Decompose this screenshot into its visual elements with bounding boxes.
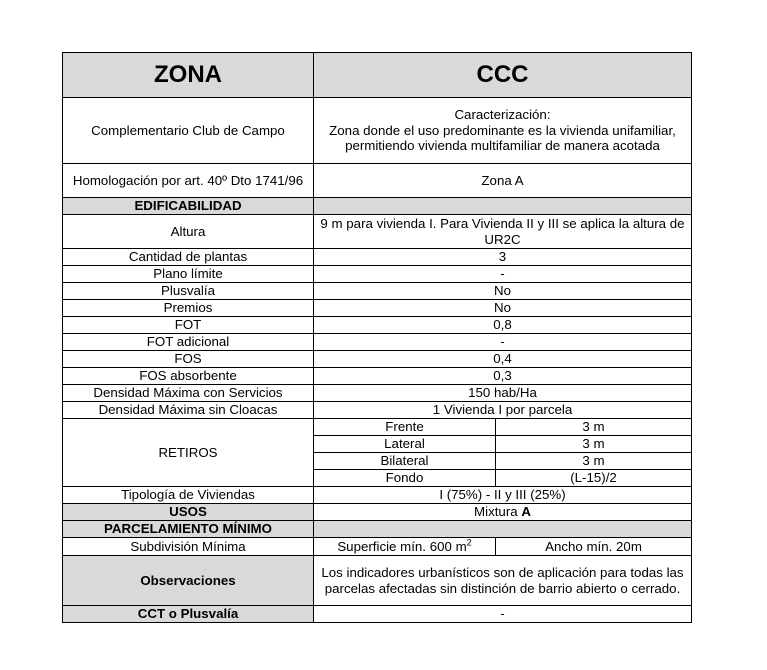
usos-row bbox=[63, 504, 692, 521]
retiro-row bbox=[63, 419, 692, 436]
superficie-exponent: 2 bbox=[466, 537, 472, 548]
header-zona: ZONA bbox=[63, 53, 314, 98]
zoning-table bbox=[62, 52, 692, 623]
parcelamiento-blank bbox=[314, 521, 692, 538]
param-value: 0,3 bbox=[314, 368, 692, 385]
retiro-name: Frente bbox=[314, 419, 496, 436]
homologacion-value: Zona A bbox=[314, 164, 692, 198]
superficie-text: Superficie mín. 600 m bbox=[337, 538, 467, 554]
cct-label: CCT o Plusvalía bbox=[63, 606, 314, 623]
tipologia-value: I (75%) - II y III (25%) bbox=[314, 487, 692, 504]
usos-value-bold: A bbox=[521, 504, 531, 520]
observaciones-label: Observaciones bbox=[63, 556, 314, 606]
header-row bbox=[63, 53, 692, 98]
subdivision-superficie bbox=[314, 538, 496, 556]
param-label: FOS bbox=[63, 351, 314, 368]
caracterizacion-text: Zona donde el uso predominante es la vivienda unifamiliar, permitiendo vivienda multifamiliar de manera acotada bbox=[329, 122, 676, 154]
cct-row bbox=[63, 606, 692, 623]
retiro-value: 3 m bbox=[496, 419, 692, 436]
param-value: - bbox=[314, 266, 692, 283]
edificabilidad-blank bbox=[314, 198, 692, 215]
retiro-name: Fondo bbox=[314, 470, 496, 487]
param-label: Premios bbox=[63, 300, 314, 317]
subdivision-row bbox=[63, 538, 692, 556]
usos-label: USOS bbox=[63, 504, 314, 521]
param-label: FOS absorbente bbox=[63, 368, 314, 385]
retiro-value: 3 m bbox=[496, 436, 692, 453]
subdivision-ancho: Ancho mín. 20m bbox=[496, 538, 692, 556]
param-label: Plusvalía bbox=[63, 283, 314, 300]
zona-row bbox=[63, 98, 692, 164]
caracterizacion-title: Caracterización: bbox=[454, 107, 551, 123]
homologacion-label: Homologación por art. 40º Dto 1741/96 bbox=[63, 164, 314, 198]
param-label: Altura bbox=[63, 215, 314, 249]
param-value: 9 m para vivienda I. Para Vivienda II y III se aplica la altura de UR2C bbox=[314, 215, 692, 249]
param-value: 3 bbox=[314, 249, 692, 266]
param-label: FOT adicional bbox=[63, 334, 314, 351]
param-value: 0,4 bbox=[314, 351, 692, 368]
observaciones-text: Los indicadores urbanísticos son de aplicación para todas las parcelas afectadas sin distinción de barrio abierto o cerrado. bbox=[314, 556, 692, 606]
retiro-value: 3 m bbox=[496, 453, 692, 470]
zona-label: Complementario Club de Campo bbox=[63, 98, 314, 164]
edificabilidad-title: EDIFICABILIDAD bbox=[63, 198, 314, 215]
param-value: No bbox=[314, 283, 692, 300]
retiro-value: (L-15)/2 bbox=[496, 470, 692, 487]
subdivision-label: Subdivisión Mínima bbox=[63, 538, 314, 556]
param-label: Densidad Máxima con Servicios bbox=[63, 385, 314, 402]
param-row bbox=[63, 215, 692, 249]
param-row bbox=[63, 283, 692, 300]
param-row bbox=[63, 266, 692, 283]
edificabilidad-row bbox=[63, 198, 692, 215]
observaciones-row bbox=[63, 556, 692, 606]
param-value: No bbox=[314, 300, 692, 317]
retiros-label: RETIROS bbox=[63, 419, 314, 487]
caracterizacion-cell bbox=[314, 98, 692, 164]
usos-value-prefix: Mixtura bbox=[474, 504, 518, 520]
tipologia-label: Tipología de Viviendas bbox=[63, 487, 314, 504]
param-row bbox=[63, 249, 692, 266]
tipologia-row bbox=[63, 487, 692, 504]
header-zone-code: CCC bbox=[314, 53, 692, 98]
retiro-name: Lateral bbox=[314, 436, 496, 453]
param-row bbox=[63, 351, 692, 368]
param-row bbox=[63, 300, 692, 317]
usos-value bbox=[314, 504, 692, 521]
retiro-name: Bilateral bbox=[314, 453, 496, 470]
param-value: 150 hab/Ha bbox=[314, 385, 692, 402]
param-row bbox=[63, 334, 692, 351]
param-value: 0,8 bbox=[314, 317, 692, 334]
param-value: - bbox=[314, 334, 692, 351]
cct-value: - bbox=[314, 606, 692, 623]
param-row bbox=[63, 368, 692, 385]
parcelamiento-title: PARCELAMIENTO MÍNIMO bbox=[63, 521, 314, 538]
param-label: Cantidad de plantas bbox=[63, 249, 314, 266]
param-label: Plano límite bbox=[63, 266, 314, 283]
param-label: FOT bbox=[63, 317, 314, 334]
homologacion-row bbox=[63, 164, 692, 198]
param-row bbox=[63, 385, 692, 402]
param-label: Densidad Máxima sin Cloacas bbox=[63, 402, 314, 419]
parcelamiento-row bbox=[63, 521, 692, 538]
param-row bbox=[63, 402, 692, 419]
param-value: 1 Vivienda I por parcela bbox=[314, 402, 692, 419]
param-row bbox=[63, 317, 692, 334]
